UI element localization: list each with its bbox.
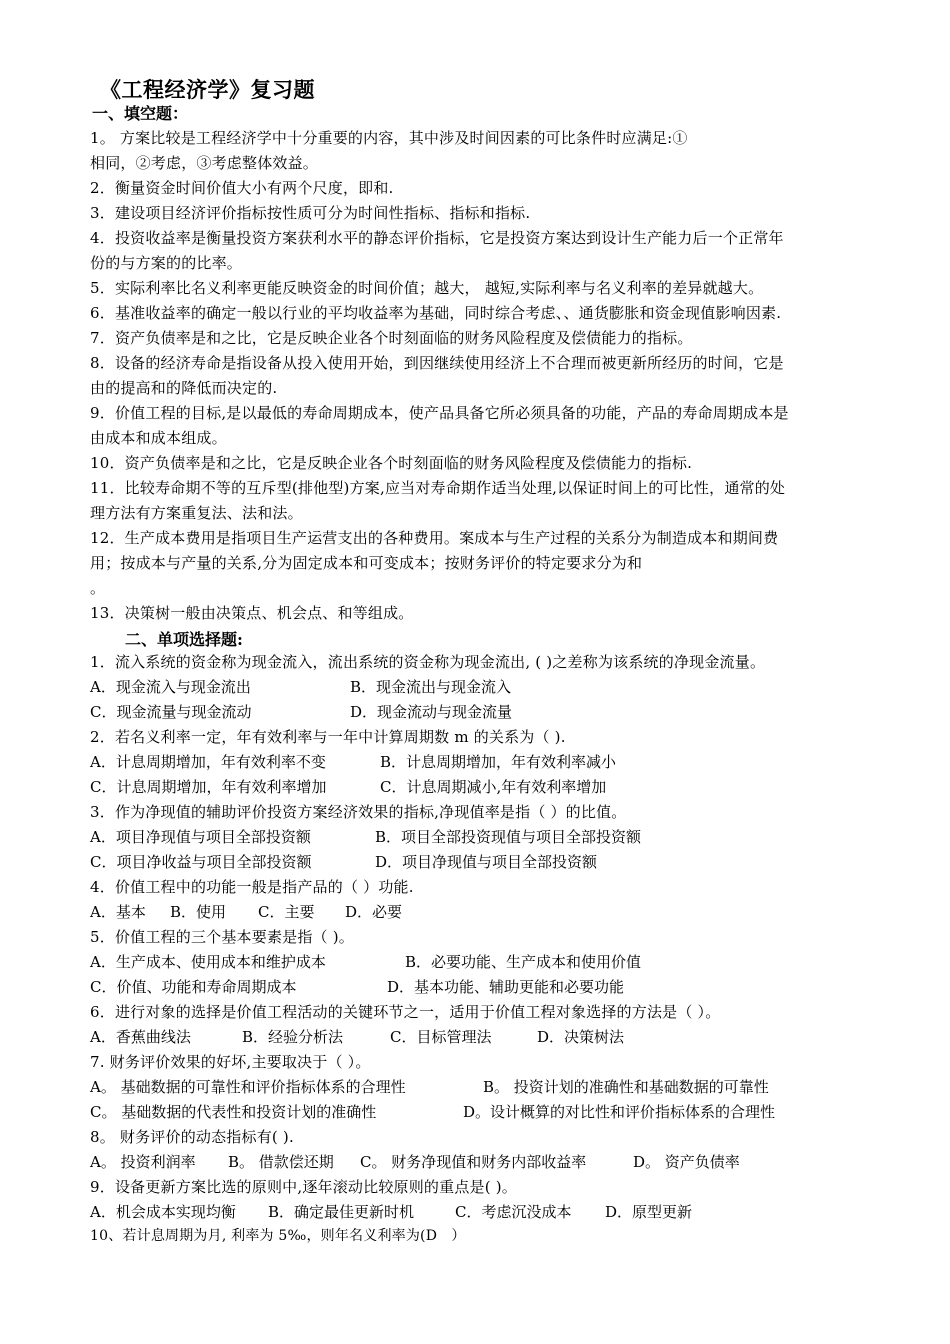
question-line: 9．设备更新方案比选的原则中,逐年滚动比较原则的重点是( )。 xyxy=(90,1178,517,1196)
answer-option: A．计息周期增加，年有效利率不变 xyxy=(90,753,326,771)
answer-option: C．考虑沉没成本 xyxy=(455,1203,572,1221)
answer-option: A．基本 xyxy=(90,903,146,921)
answer-option: A．现金流入与现金流出 xyxy=(90,678,251,696)
question-line: 7. 财务评价效果的好坏,主要取决于（ ）。 xyxy=(90,1053,371,1071)
page-title: 《工程经济学》复习题 xyxy=(100,77,315,102)
question-line: 6．基准收益率的确定一般以行业的平均收益率为基础，同时综合考虑、、通货膨胀和资金现值影响因素. xyxy=(90,304,782,322)
question-line: 1．流入系统的资金称为现金流入，流出系统的资金称为现金流出, ( )之差称为该系统的净现金流量。 xyxy=(90,653,766,671)
answer-option: C．计息周期增加，年有效利率增加 xyxy=(90,778,327,796)
question-line: 13．决策树一般由决策点、机会点、和等组成。 xyxy=(90,604,414,622)
question-line: 。 xyxy=(90,579,106,597)
answer-option: C．价值、功能和寿命周期成本 xyxy=(90,978,297,996)
question-line: 1。 方案比较是工程经济学中十分重要的内容，其中涉及时间因素的可比条件时应满足:① xyxy=(90,129,688,147)
question-line: 3．作为净现值的辅助评价投资方案经济效果的指标,净现值率是指（ ）的比值。 xyxy=(90,803,627,821)
question-line: 10、若计息周期为月, 利率为 5‰，则年名义利率为(D ） xyxy=(90,1228,466,1244)
answer-option: A。 投资利润率 xyxy=(90,1153,196,1171)
question-line: 2．衡量资金时间价值大小有两个尺度，即和. xyxy=(90,179,394,197)
answer-option: B．经验分析法 xyxy=(242,1028,344,1046)
question-line: 由成本和成本组成。 xyxy=(90,429,227,447)
question-line: 5．价值工程的三个基本要素是指（ )。 xyxy=(90,928,354,946)
question-line: 4．价值工程中的功能一般是指产品的（ ）功能. xyxy=(90,878,414,896)
answer-option: B．现金流出与现金流入 xyxy=(350,678,512,696)
answer-option: C．目标管理法 xyxy=(390,1028,492,1046)
question-line: 用；按成本与产量的关系,分为固定成本和可变成本；按财务评价的特定要求分为和 xyxy=(90,554,643,572)
question-line: 4．投资收益率是衡量投资方案获利水平的静态评价指标，它是投资方案达到设计生产能力后一个正常年 xyxy=(90,229,784,247)
question-line: 相同，②考虑，③考虑整体效益。 xyxy=(90,154,319,172)
question-line: 份的与方案的的比率。 xyxy=(90,254,243,272)
answer-option: C．主要 xyxy=(258,903,315,921)
answer-option: D．原型更新 xyxy=(605,1203,693,1221)
section-heading-single-choice: 二、单项选择题: xyxy=(125,630,243,649)
answer-option: A．机会成本实现均衡 xyxy=(90,1203,236,1221)
question-line: 12．生产成本费用是指项目生产运营支出的各种费用。案成本与生产过程的关系分为制造成本和期间费 xyxy=(90,529,779,547)
answer-option: C。 财务净现值和财务内部收益率 xyxy=(360,1153,587,1171)
question-line: 11．比较寿命期不等的互斥型(排他型)方案,应当对寿命期作适当处理,以保证时间上的可比性，通常的处 xyxy=(90,479,786,497)
answer-option: B。 投资计划的准确性和基础数据的可靠性 xyxy=(483,1078,769,1096)
question-line: 5．实际利率比名义利率更能反映资金的时间价值；越大， 越短,实际利率与名义利率的差异就越大。 xyxy=(90,279,764,297)
question-line: 7．资产负债率是和之比，它是反映企业各个时刻面临的财务风险程度及偿债能力的指标。 xyxy=(90,329,693,347)
question-line: 6．进行对象的选择是价值工程活动的关键环节之一，适用于价值工程对象选择的方法是（ ）。 xyxy=(90,1003,721,1021)
answer-option: B．确定最佳更新时机 xyxy=(268,1203,415,1221)
question-line: 由的提高和的降低而决定的. xyxy=(90,379,278,397)
answer-option: A．香蕉曲线法 xyxy=(90,1028,191,1046)
answer-option: A。 基础数据的可靠性和评价指标体系的合理性 xyxy=(90,1078,406,1096)
answer-option: B．计息周期增加，年有效利率减小 xyxy=(380,753,617,771)
answer-option: A．生产成本、使用成本和维护成本 xyxy=(90,953,326,971)
question-line: 3．建设项目经济评价指标按性质可分为时间性指标、指标和指标. xyxy=(90,204,531,222)
question-line: 8。 财务评价的动态指标有( ). xyxy=(90,1128,294,1146)
answer-option: B。 借款偿还期 xyxy=(228,1153,334,1171)
section-heading-fill-in: 一、填空题： xyxy=(92,104,189,123)
answer-option: C。 基础数据的代表性和投资计划的准确性 xyxy=(90,1103,377,1121)
question-line: 10．资产负债率是和之比，它是反映企业各个时刻面临的财务风险程度及偿债能力的指标. xyxy=(90,454,693,472)
question-line: 8．设备的经济寿命是指设备从投入使用开始，到因继续使用经济上不合理而被更新所经历的时间，它是 xyxy=(90,354,784,372)
answer-option: D。 资产负债率 xyxy=(633,1153,740,1171)
question-line: 2．若名义利率一定，年有效利率与一年中计算周期数 m 的关系为（ ). xyxy=(90,728,566,746)
answer-option: C．现金流量与现金流动 xyxy=(90,703,252,721)
answer-option: D。设计概算的对比性和评价指标体系的合理性 xyxy=(463,1103,776,1121)
answer-option: C．项目净收益与项目全部投资额 xyxy=(90,853,312,871)
answer-option: D．决策树法 xyxy=(537,1028,625,1046)
answer-option: B．使用 xyxy=(170,903,227,921)
answer-option: D．现金流动与现金流量 xyxy=(350,703,513,721)
answer-option: B．项目全部投资现值与项目全部投资额 xyxy=(375,828,642,846)
answer-option: C．计息周期减小,年有效利率增加 xyxy=(380,778,607,796)
answer-option: D．基本功能、辅助更能和必要功能 xyxy=(387,978,625,996)
answer-option: A．项目净现值与项目全部投资额 xyxy=(90,828,311,846)
answer-option: D．必要 xyxy=(345,903,403,921)
answer-option: B．必要功能、生产成本和使用价值 xyxy=(405,953,642,971)
question-line: 9．价值工程的目标,是以最低的寿命周期成本，使产品具备它所必须具备的功能，产品的寿命周期成本是 xyxy=(90,404,789,422)
answer-option: D．项目净现值与项目全部投资额 xyxy=(375,853,598,871)
question-line: 理方法有方案重复法、法和法。 xyxy=(90,504,303,522)
